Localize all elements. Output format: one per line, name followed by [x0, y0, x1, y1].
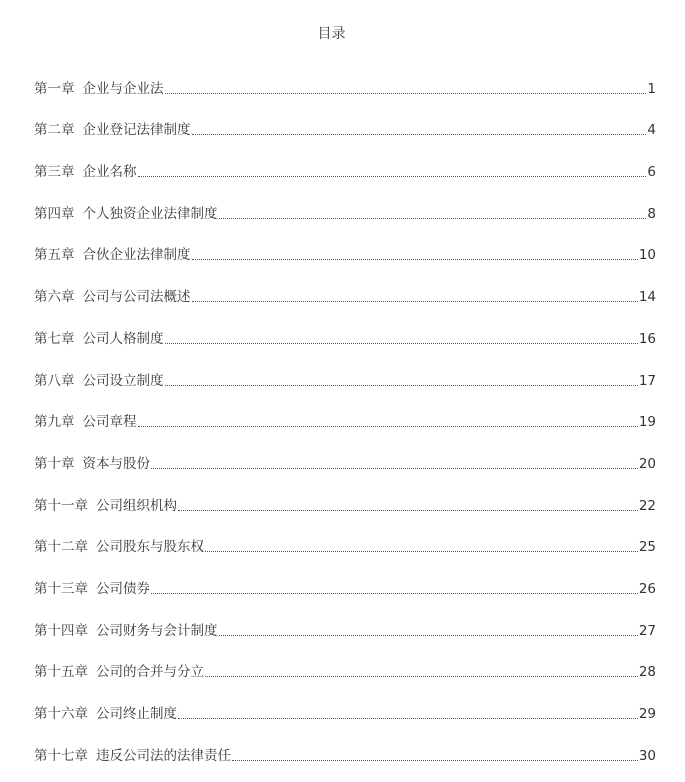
dot-leader — [232, 760, 638, 761]
toc-entry[interactable] — [34, 272, 656, 314]
dot-leader — [219, 635, 638, 636]
toc-page-number: 25 — [638, 539, 656, 556]
toc-chapter-number: 第十二章 — [34, 539, 88, 556]
toc-chapter-name: 违反公司法的法律责任 — [96, 747, 231, 764]
toc-entry[interactable] — [34, 189, 656, 231]
toc-chapter-number: 第十章 — [34, 455, 75, 472]
dot-leader — [205, 676, 638, 677]
toc-page-number: 8 — [647, 205, 656, 222]
toc-entry[interactable] — [34, 564, 656, 606]
toc-page-number: 16 — [638, 330, 656, 347]
toc-title: 目录 — [317, 26, 346, 42]
toc-entry[interactable] — [34, 439, 656, 481]
toc-chapter-name: 企业登记法律制度 — [82, 122, 191, 139]
toc-chapter-number: 第十七章 — [34, 747, 88, 764]
toc-entry[interactable] — [34, 64, 656, 106]
toc-chapter-name: 公司债券 — [96, 580, 150, 597]
toc-chapter-name: 公司设立制度 — [82, 372, 164, 389]
toc-chapter-name: 公司人格制度 — [82, 330, 164, 347]
toc-entry[interactable] — [34, 398, 656, 440]
toc-list — [34, 64, 656, 773]
toc-chapter-number: 第七章 — [34, 330, 75, 347]
toc-page-number: 20 — [638, 455, 656, 472]
toc-page-number: 29 — [638, 706, 656, 722]
toc-entry[interactable] — [34, 147, 656, 189]
toc-chapter-name: 公司终止制度 — [96, 706, 177, 722]
toc-chapter-name: 企业与企业法 — [82, 80, 164, 97]
toc-chapter-name: 公司的合并与分立 — [96, 664, 204, 681]
dot-leader — [178, 510, 638, 511]
toc-page-number: 1 — [647, 80, 656, 97]
toc-chapter-name: 公司财务与会计制度 — [96, 622, 218, 639]
toc-page-number: 4 — [647, 122, 656, 139]
toc-chapter-name: 公司章程 — [82, 414, 137, 431]
dot-leader — [192, 259, 638, 260]
toc-entry[interactable] — [34, 481, 656, 523]
toc-page-number: 14 — [638, 289, 656, 306]
toc-chapter-name: 企业名称 — [82, 164, 137, 181]
toc-chapter-number: 第八章 — [34, 372, 75, 389]
toc-chapter-name: 公司与公司法概述 — [82, 289, 191, 306]
toc-page-number: 22 — [638, 497, 656, 514]
toc-entry[interactable] — [34, 106, 656, 148]
dot-leader — [178, 718, 638, 719]
toc-chapter-number: 第十三章 — [34, 580, 88, 597]
toc-chapter-number: 第九章 — [34, 414, 75, 431]
dot-leader — [138, 426, 638, 427]
toc-entry[interactable] — [34, 523, 656, 565]
toc-page-number: 19 — [638, 414, 656, 431]
dot-leader — [151, 593, 638, 594]
toc-page-number: 26 — [638, 580, 656, 597]
toc-chapter-name: 资本与股份 — [82, 455, 150, 472]
dot-leader — [219, 218, 647, 219]
toc-entry[interactable] — [34, 606, 656, 648]
toc-chapter-name: 公司股东与股东权 — [96, 539, 204, 556]
toc-chapter-name: 个人独资企业法律制度 — [82, 205, 218, 222]
toc-chapter-number: 第十六章 — [34, 706, 88, 722]
toc-page-number: 30 — [638, 747, 656, 764]
dot-leader — [165, 93, 647, 94]
toc-chapter-number: 第十五章 — [34, 664, 88, 681]
toc-chapter-number: 第二章 — [34, 122, 75, 139]
toc-page-number: 6 — [647, 164, 656, 181]
toc-page-number: 27 — [638, 622, 656, 639]
dot-leader — [138, 176, 647, 177]
dot-leader — [151, 468, 638, 469]
toc-entry[interactable] — [34, 314, 656, 356]
toc-chapter-number: 第三章 — [34, 164, 75, 181]
dot-leader — [205, 551, 638, 552]
toc-page-number: 17 — [638, 372, 656, 389]
toc-entry[interactable] — [34, 731, 656, 773]
dot-leader — [165, 343, 638, 344]
toc-page-number: 28 — [638, 664, 656, 681]
dot-leader — [192, 301, 638, 302]
toc-chapter-number: 第六章 — [34, 289, 75, 306]
toc-entry[interactable] — [34, 356, 656, 398]
toc-chapter-name: 合伙企业法律制度 — [82, 247, 191, 264]
dot-leader — [192, 134, 647, 135]
toc-chapter-number: 第十四章 — [34, 622, 88, 639]
toc-chapter-number: 第四章 — [34, 205, 75, 222]
dot-leader — [165, 385, 638, 386]
toc-chapter-number: 第五章 — [34, 247, 75, 264]
toc-chapter-number: 第一章 — [34, 80, 75, 97]
toc-entry[interactable] — [34, 231, 656, 273]
toc-chapter-number: 第十一章 — [34, 497, 88, 514]
toc-page-number: 10 — [638, 247, 656, 264]
toc-entry[interactable] — [34, 689, 656, 731]
toc-chapter-name: 公司组织机构 — [96, 497, 177, 514]
toc-entry[interactable] — [34, 648, 656, 690]
